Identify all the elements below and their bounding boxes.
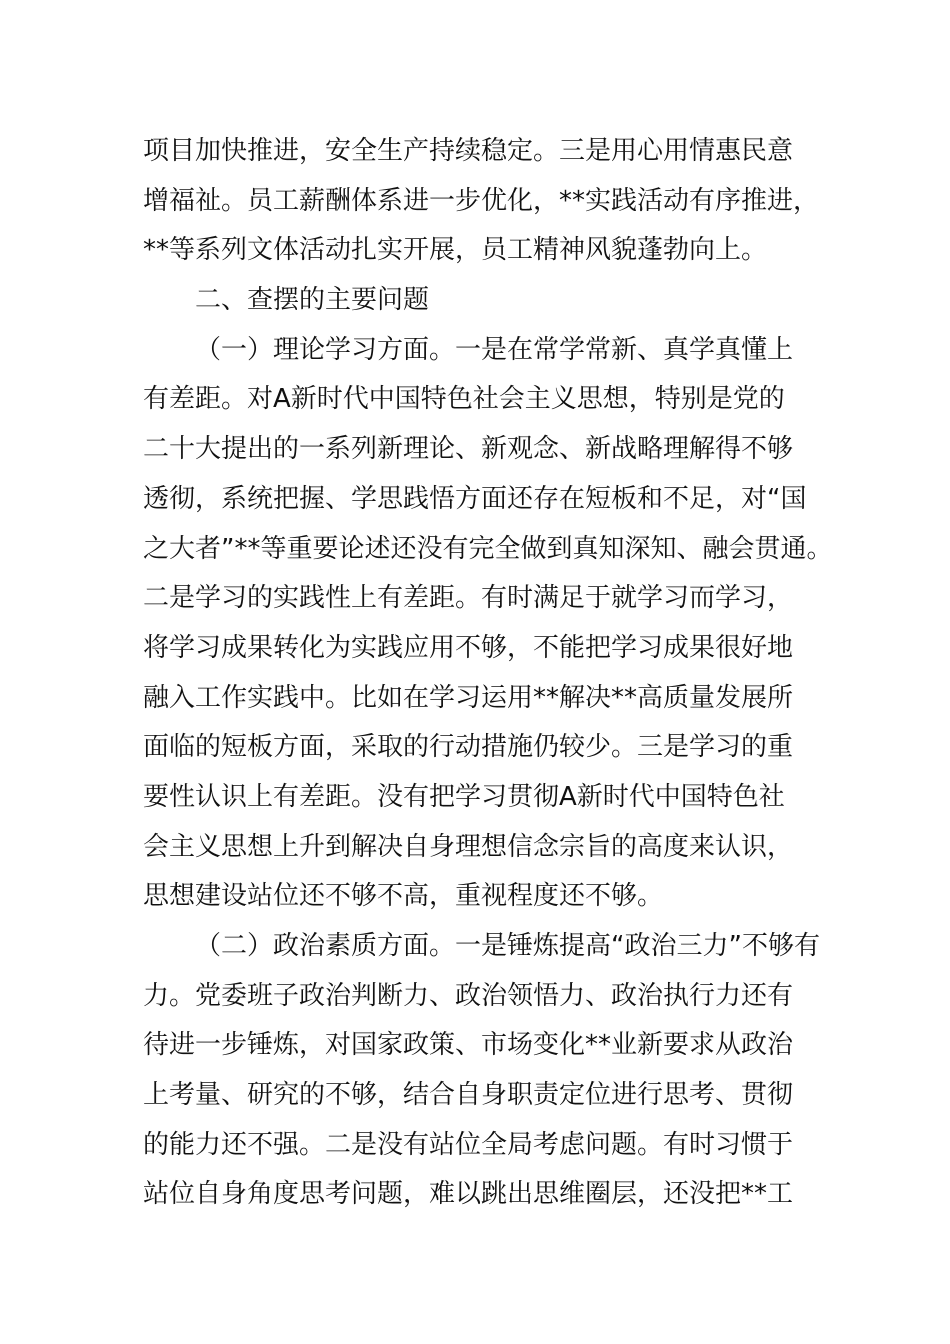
text-line: 增福祉。员工薪酬体系进一步优化，**实践活动有序推进， [143, 185, 820, 216]
text-line: 二是学习的实践性上有差距。有时满足于就学习而学习， [143, 583, 794, 614]
document-body [143, 127, 833, 1220]
text-line: 上考量、研究的不够，结合自身职责定位进行思考、贯彻 [143, 1080, 794, 1111]
text-line: 力。党委班子政治判断力、政治领悟力、政治执行力还有 [143, 980, 794, 1011]
text-line: 项目加快推进，安全生产持续稳定。三是用心用情惠民意 [143, 136, 794, 166]
text-line: 透彻，系统把握、学思践悟方面还存在短板和不足，对“国 [143, 483, 807, 514]
paragraph-start: （一）理论学习方面。一是在常学常新、真学真懂上 [195, 334, 794, 365]
text-line: 有差距。对A新时代中国特色社会主义思想，特别是党的 [143, 384, 785, 415]
section-heading: 二、查摆的主要问题 [195, 285, 430, 316]
text-line: 思想建设站位还不够不高，重视程度还不够。 [143, 881, 664, 912]
text-line: 会主义思想上升到解决自身理想信念宗旨的高度来认识， [143, 831, 794, 862]
text-line: 将学习成果转化为实践应用不够，不能把学习成果很好地 [143, 632, 794, 663]
text-line: 面临的短板方面，采取的行动措施仍较少。三是学习的重 [143, 732, 794, 763]
text-line: 要性认识上有差距。没有把学习贯彻A新时代中国特色社 [143, 781, 785, 812]
text-line: 待进一步锤炼，对国家政策、市场变化**业新要求从政治 [143, 1030, 794, 1061]
text-line: 的能力还不强。二是没有站位全局考虑问题。有时习惯于 [143, 1129, 794, 1160]
text-line: 之大者”**等重要论述还没有完全做到真知深知、融会贯通。 [143, 533, 833, 564]
text-line: 二十大提出的一系列新理论、新观念、新战略理解得不够 [143, 434, 794, 465]
text-line: **等系列文体活动扎实开展，员工精神风貌蓬勃向上。 [143, 235, 768, 266]
text-line: 融入工作实践中。比如在学习运用**解决**高质量发展所 [143, 682, 794, 713]
text-line: 站位自身角度思考问题，难以跳出思维圈层，还没把**工 [143, 1179, 794, 1210]
paragraph-start: （二）政治素质方面。一是锤炼提高“政治三力”不够有 [195, 931, 820, 961]
